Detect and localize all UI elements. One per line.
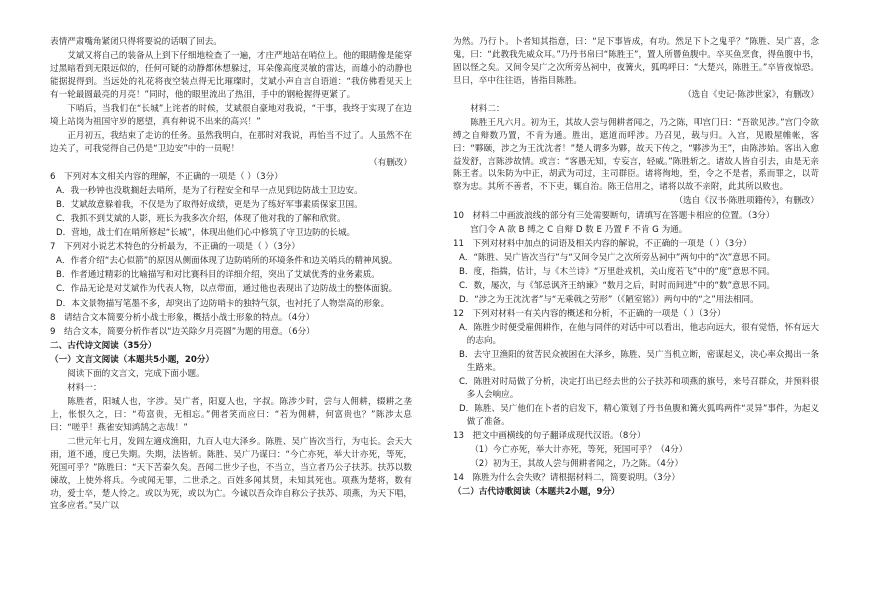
option-11b: B．度，指揣，估计，与《木兰诗》“万里赴戎机，关山度若飞”中的“度”意思不同。: [459, 266, 775, 277]
left-column: [50, 36, 412, 514]
question-7: 7 下列对小说艺术特色的分析最为，不正确的一项是（ ）（3分）: [50, 242, 300, 253]
subsection-heading: （二）古代诗歌阅读（本题共2小题，9分）: [453, 487, 620, 498]
question-11: 11 下列对材料中加点的词语及相关内容的解说，不正确的一项是（ ）（3分）: [453, 238, 752, 249]
question-14: 14 陈胜为什么会失败？请根据材料二，简要说明。（3分）: [453, 473, 680, 484]
option-6c: C．我抓不到艾斌的人影，班长为我多次介绍，体现了他对我的了解和欣赏。: [56, 214, 346, 225]
option-6b: B．艾斌故意躲着我，不仅是为了取得好成绩，更是为了练好军事素质保家卫国。: [56, 200, 363, 210]
option-12b: B．去守卫渔阳的贫苦民众被困在大泽乡，陈胜、吴广当机立断，密谋起义，决心率众揭出一条生路来。: [459, 350, 819, 373]
option-7c: C．作品无论是对艾斌作为代表人物，以点带面，通过他也表现出了边防战士的整体面貌。: [56, 284, 398, 295]
material-label: 材料二：: [470, 103, 505, 114]
option-12c: C．陈胜对时局做了分析，决定打出已经去世的公子扶苏和项燕的旗号，来号召群众，并预料很多人会响应。: [459, 377, 819, 400]
option-6a: A．我一秒钟也没耽搁赶去哨所，是为了行程安全和早一点见到边防战士卫边安。: [56, 185, 363, 196]
subsection-heading: （一）文言文阅读（本题共5小题，20分）: [50, 354, 215, 365]
option-12a: A．陈胜少时便受雇佣耕作，在他与同伴的对话中可以看出，他志向远大，很有觉悟，怀有远大的志向。: [459, 323, 819, 347]
question-8: 8 请结合文本简要分析小战士形象，概括小战士形象的特点。（4分）: [50, 312, 315, 323]
classical-paragraph: 陈胜王凡六月。初为王，其故人尝与佣耕者闻之，乃之陈，叩宫门曰：“吾欲见涉。”宫门令欲缚之自辩数乃置，不肯为通。胜出，遮道而呼涉。乃召见，载与归。入宫，见殿屋帷帐，客曰：“夥颐，涉之为王沈沈者！”楚人谓多为夥，故天下传之，“夥涉为王”，由陈涉始。客出入愈益发舒，言陈涉故情。或言：“客愚无知，专妄言，轻威。”陈胜斩之。诸故人皆自引去，由是无亲陈王者。以朱防为中正，胡武为司过，主司群臣。诸将徇地，至，令之不是者，系而罪之，以苛察为忠。其所不善者，不下吏，辄自治。陈王信用之，诸将以故不亲附，此其所以败也。: [453, 117, 819, 193]
source-note: （选自《汉书·陈胜项籍传》，有删改）: [674, 196, 819, 207]
story-paragraph: 下哨后，当我们在“长城”上诧者的时候，艾斌很自豪地对我说，“干事，我终于实现了在边境上站岗为祖国守岁的愿望，真有种说不出来的高兴！”: [50, 103, 412, 127]
story-paragraph: 正月初五，我结束了走访的任务。虽然我明白，在那时对我说，再怡当不过了。人虽然不在边关了，可我觉得自己仍是“卫边安”中的一员呢！: [50, 130, 412, 154]
classical-paragraph: 二世元年七月，发闾左適戍渔阳，九百人屯大泽乡。陈胜、吴广皆次当行，为屯长。会天大雨，道不通，度已失期。失期，法皆斩。陈胜、吴广乃谋曰：“今亡亦死，举大计亦死，等死，死国可乎？”陈胜曰：“天下苦秦久矣。吾闻二世少子也，不当立，当立者乃公子扶苏。扶苏以数谏故，上使外将兵。今或闻无罪，二世杀之。百姓多闻其贤，未知其死也。项燕为楚将，数有功，爱士卒，楚人怜之。或以为死，或以为亡。今诚以吾众诈自称公子扶苏、项燕，为天下唱，宜多应者。”吴广以: [50, 436, 412, 512]
source-note: （有删改）: [369, 157, 412, 168]
question-6: 6 下列对本文相关内容的理解，不正确的一项是（ ）（3分）: [50, 171, 283, 182]
option-11d: D．“涉之为王沈沈者”与“无乘戟之劳形”（《陋室铭》）两句中的“之”用法相同。: [459, 294, 759, 305]
classical-paragraph: 陈胜者，阳城人也，字涉。吴广者，阳夏人也，字叔。陈涉少时，尝与人佣耕，辍耕之垄上，怅恨久之，曰：“苟富贵，无相忘。”佣者笑而应曰：“若为佣耕，何富贵也？”陈涉太息曰：“嗟乎！燕雀安知鸿鹄之志哉！”: [50, 397, 412, 433]
right-column: [453, 36, 819, 500]
option-7b: B．作者通过精彩的比喻描写和对比赛科目的详细介绍，突出了艾斌优秀的业务素质。: [56, 270, 380, 281]
option-11a: A．“陈胜、吴广皆次当行”与“又间令吴广之次所旁丛祠中”两句中的“次”意思不同。: [459, 252, 776, 263]
question-12: 12 下列对材料一有关内容的概述和分析，不正确的一项是（ ）（3分）: [453, 309, 726, 320]
question-13-part1: （1）今亡亦死，举大计亦死，等死，死国可乎？（4分）: [470, 445, 688, 456]
option-7a: A．作者介绍“去心似箭”的原因从侧面体现了边防哨所的环境条件和边关哨兵的精神风貌。: [56, 256, 398, 267]
question-10: 10 材料二中画波浪线的部分有三处需要断句，请填写在答题卡相应的位置。（3分）: [453, 210, 775, 221]
option-7d: D．本文景物描写笔墨不多，却突出了边防哨卡的独特气氛，也衬托了人物崇高的形象。: [56, 298, 390, 309]
section-heading: 二、古代诗文阅读（35分）: [50, 340, 157, 351]
question-9: 9 结合文本，简要分析作者以“边关除夕月亮圆”为题的用意。（6分）: [50, 326, 315, 337]
option-12d: D．陈胜、吴广他们在卜者的启发下，精心策划了丹书鱼腹和篝火狐鸣两件“灵异”事件，为起义做了准备。: [459, 404, 819, 427]
story-paragraph: 艾斌又将自己的装备从上到下仔细地检查了一遍，才庄严地站在哨位上。他的眼睛像是能穿过黑暗看到无限远似的，任何可疑的动静都休想躲过，耳朵像高度灵敏的雷达，而雄小的动静也能据捉得到。当远处的礼花将夜空装点得无比璀璨时，艾斌小声自言自语道：“我仿佛看见天上有一轮最圆最亮的月亮！”同时，他的眼里流出了热泪，手中的钢枪握得更紧了。: [50, 51, 412, 100]
classical-paragraph: 为然。乃行卜。卜者知其指意，曰：“足下事皆成，有功。然足下卜之鬼乎？”陈胜、吴广喜，念鬼，曰：“此教我先威众耳。”乃丹书帛曰“陈胜王”，置人所罾鱼腹中。卒买鱼烹食，得鱼腹中书，固以怪之矣。又间令吴广之次所旁丛祠中，夜篝火，狐鸣呼曰：“大楚兴，陈胜王。”卒皆夜惊恐。旦日，卒中往往语，皆指目陈胜。: [453, 37, 819, 86]
option-11c: C．数，屡次，与《邹忌讽齐王纳谏》“数月之后，时时而间进”中的“数”意思不同。: [459, 280, 776, 291]
option-6d: D．营地，战士们在哨所修起“长城”，体现出他们心中修筑了守卫边防的长城。: [56, 228, 356, 239]
question-10-text: 宫门令 A 欲 B 缚之 C 自辩 D 数 E 乃置 F 不肯 G 为通。: [470, 224, 688, 235]
question-13-part2: （2）初为王，其故人尝与佣耕者闻之，乃之陈。（4分）: [470, 459, 684, 470]
question-13: 13 把文中画横线的句子翻译成现代汉语。（8分）: [453, 431, 646, 442]
source-note: （选自《史记·陈涉世家》，有删改）: [683, 89, 819, 100]
story-line: 表情严肃嘴角紧闭只得将要说的话咽了回去。: [50, 37, 222, 47]
material-label: 材料一：: [67, 383, 102, 394]
instruction: 阅读下面的文言文，完成下面小题。: [67, 368, 205, 379]
